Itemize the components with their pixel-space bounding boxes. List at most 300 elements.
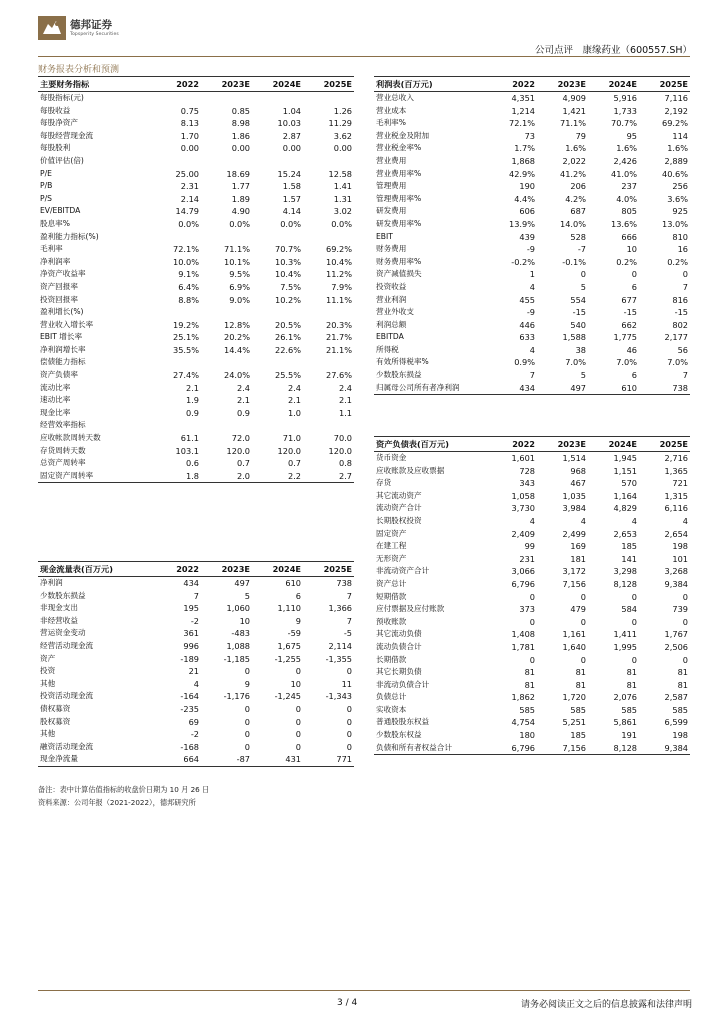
cell-value: 373 <box>519 604 535 615</box>
cell-value: -2 <box>190 615 199 626</box>
report-info: 公司点评 康缘药业（600557.SH） <box>535 45 692 56</box>
cell-value: 0 <box>682 591 688 602</box>
cell-value: 805 <box>621 206 637 217</box>
table-row <box>38 256 354 269</box>
cell-value: 7,156 <box>537 742 588 755</box>
row-label: 负债和所有者权益合计 <box>374 742 486 755</box>
cell-value <box>252 419 303 432</box>
cell-value: 0.0% <box>331 218 352 229</box>
cell-value: 10 <box>290 678 301 689</box>
cell-value: 20.3% <box>325 319 352 330</box>
cell-value: 610 <box>285 578 301 588</box>
cell-value: 1.58 <box>282 181 301 192</box>
cell-value: 11 <box>341 678 352 689</box>
cell-value: 6,599 <box>664 717 688 728</box>
cell-value: 0 <box>529 654 535 665</box>
table-row <box>374 465 690 478</box>
row-label: 应收账款及应收票据 <box>376 465 445 475</box>
row-label: 资产 <box>40 653 56 663</box>
table-row <box>374 180 690 193</box>
cell-value: 99 <box>524 541 535 552</box>
table-row <box>374 742 690 755</box>
cell-value: 206 <box>570 181 586 192</box>
cell-value: 0 <box>682 616 688 627</box>
cell-value: 3,066 <box>511 566 535 577</box>
cell-value: 0.6 <box>185 458 199 469</box>
cell-value: 585 <box>570 704 586 715</box>
column-header: 2025E <box>303 562 354 577</box>
cell-value: 666 <box>621 231 637 242</box>
cell-value <box>150 231 201 244</box>
cell-value: 69.2% <box>661 118 688 129</box>
row-label: 营业费用 <box>376 155 407 165</box>
cell-value <box>150 306 201 319</box>
cell-value: 4,754 <box>511 717 535 728</box>
cell-value: 0 <box>295 666 301 677</box>
table-row <box>38 130 354 143</box>
cell-value: 103.1 <box>175 445 199 456</box>
cell-value: 0.75 <box>180 105 199 116</box>
table-row <box>38 180 354 193</box>
row-label: 实收资本 <box>376 704 407 714</box>
cell-value: 2,409 <box>511 528 535 539</box>
cell-value: 0.0% <box>280 218 301 229</box>
row-label: 货币资金 <box>376 453 407 462</box>
cell-value: 181 <box>570 553 586 564</box>
cell-value: 5,251 <box>562 717 586 728</box>
cell-value: 81 <box>677 667 688 678</box>
cell-value: 5,916 <box>613 93 637 103</box>
cell-value: 2,499 <box>562 528 586 539</box>
cell-value: 802 <box>672 319 688 330</box>
cell-value: 15.24 <box>277 168 301 179</box>
cell-value: 3.6% <box>667 193 688 204</box>
row-label: 存货 <box>376 478 392 488</box>
cell-value: 0.9 <box>185 407 199 418</box>
cell-value: -9 <box>526 307 535 318</box>
cell-value: 1,640 <box>562 641 586 652</box>
cell-value: 22.6% <box>274 344 301 355</box>
table-row <box>374 654 690 667</box>
income-statement-table <box>374 76 690 395</box>
cell-value: 6 <box>631 281 637 292</box>
row-label: 利润总额 <box>376 319 407 329</box>
cell-value: 4 <box>529 344 535 355</box>
cell-value: 4,909 <box>562 93 586 103</box>
row-label: 其他 <box>40 678 56 688</box>
cell-value: -5 <box>343 628 352 639</box>
cell-value: 1,151 <box>613 465 637 476</box>
cell-value: -87 <box>201 753 252 766</box>
cell-value: 6,116 <box>664 503 688 514</box>
cell-value: 677 <box>621 294 637 305</box>
cell-value: 25.1% <box>172 332 199 343</box>
cell-value: 6 <box>631 370 637 381</box>
cell-value: 0 <box>244 729 250 740</box>
row-label: 在建工程 <box>376 541 407 551</box>
cell-value: 0 <box>580 591 586 602</box>
table-row <box>38 281 354 294</box>
table-row <box>374 356 690 369</box>
cell-value: 739 <box>672 604 688 615</box>
cell-value: 169 <box>570 541 586 552</box>
row-label: 无形资产 <box>376 553 407 563</box>
table-row <box>374 382 690 395</box>
cell-value: 1.1 <box>338 407 352 418</box>
cell-value: 606 <box>519 206 535 217</box>
row-label: 其它长期负债 <box>376 667 422 677</box>
cell-value: 4.90 <box>231 206 250 217</box>
cell-value: 120.0 <box>328 445 352 456</box>
cell-value: 185 <box>621 541 637 552</box>
row-label: 少数股东损益 <box>40 590 86 600</box>
table-row <box>38 331 354 344</box>
cell-value: 5 <box>580 281 586 292</box>
cell-value: 13.6% <box>610 218 637 229</box>
cell-value: 81 <box>677 679 688 690</box>
row-label: 股息率% <box>40 218 70 228</box>
cell-value: 20.2% <box>223 332 250 343</box>
cell-value: 42.9% <box>508 168 535 179</box>
table-row <box>38 231 354 244</box>
cell-value: 1,365 <box>664 465 688 476</box>
table-row <box>374 729 690 742</box>
row-label: 存货周转天数 <box>40 445 86 455</box>
cell-value: 185 <box>570 730 586 741</box>
cell-value: 585 <box>519 704 535 715</box>
cell-value: 16 <box>677 244 688 255</box>
cell-value: 3,268 <box>664 566 688 577</box>
row-label: 管理费用率% <box>376 193 422 203</box>
cell-value: 687 <box>570 206 586 217</box>
cell-value: 1,110 <box>277 603 301 614</box>
cell-value: 10.4% <box>325 256 352 267</box>
row-label: 资产减值损失 <box>376 269 422 279</box>
table-row <box>374 331 690 344</box>
cell-value: 4.4% <box>514 193 535 204</box>
table-row <box>374 679 690 692</box>
cell-value: 18.69 <box>226 168 250 179</box>
cell-value: 8.8% <box>178 294 199 305</box>
cell-value: 1,060 <box>226 603 250 614</box>
cell-value: 141 <box>621 553 637 564</box>
row-label: 每股股利 <box>40 143 71 153</box>
cell-value: 95 <box>626 130 637 141</box>
row-label: 其它流动负债 <box>376 629 422 639</box>
page-header <box>0 0 724 60</box>
cell-value: 10 <box>239 615 250 626</box>
row-label: 财务费用 <box>376 244 407 254</box>
cash-flow-table <box>38 561 354 767</box>
table-row <box>38 294 354 307</box>
table-row <box>38 193 354 206</box>
cell-value: 455 <box>519 294 535 305</box>
cell-value: -15 <box>674 307 688 318</box>
cell-value: 71.1% <box>223 244 250 255</box>
row-label: 每股指标(元) <box>40 93 84 102</box>
table-row <box>38 653 354 666</box>
cell-value: 81 <box>626 679 637 690</box>
table-row <box>374 268 690 281</box>
cell-value: 195 <box>183 603 199 614</box>
cell-value: 9.5% <box>229 269 250 280</box>
cell-value: 81 <box>524 679 535 690</box>
row-label: 固定资产周转率 <box>38 470 150 483</box>
cell-value: 24.0% <box>223 370 250 381</box>
row-label: 其他 <box>40 729 56 739</box>
table-row <box>374 716 690 729</box>
cell-value: 1,781 <box>511 641 535 652</box>
cell-value: 810 <box>672 231 688 242</box>
cell-value: -1,176 <box>223 691 250 702</box>
cell-value: 7.9% <box>331 281 352 292</box>
cell-value: 81 <box>575 679 586 690</box>
table-row <box>38 218 354 231</box>
cell-value <box>201 231 252 244</box>
cell-value: 0 <box>580 269 586 280</box>
cell-value: 1.0 <box>287 407 301 418</box>
row-label: 固定资产 <box>376 528 407 538</box>
cell-value: 7 <box>682 370 688 381</box>
cell-value: 2.4 <box>338 382 352 393</box>
row-label: 所得税 <box>376 344 399 354</box>
cell-value: 2.1 <box>338 395 352 406</box>
table-row <box>374 155 690 168</box>
cell-value: 21.1% <box>325 344 352 355</box>
row-label: 流动比率 <box>40 382 71 392</box>
table-row <box>374 281 690 294</box>
page-number: 3 / 4 <box>337 998 358 1008</box>
cell-value: 21 <box>188 666 199 677</box>
balance-sheet-table <box>374 436 690 755</box>
cell-value: 70.7% <box>274 244 301 255</box>
table-row <box>374 452 690 465</box>
cell-value: 10.1% <box>223 256 250 267</box>
row-label: 投资活动现金流 <box>40 691 94 701</box>
cell-value: 2,022 <box>562 155 586 166</box>
row-label: 资产总计 <box>376 578 407 588</box>
table-row <box>38 665 354 678</box>
cell-value <box>201 356 252 369</box>
column-header: 2023E <box>537 437 588 452</box>
cell-value: 12.8% <box>223 319 250 330</box>
cell-value: 8.98 <box>231 118 250 129</box>
cell-value: 2.14 <box>180 193 199 204</box>
cell-value: 2,654 <box>664 528 688 539</box>
cell-value: 1,411 <box>613 629 637 640</box>
cell-value: 0.00 <box>282 143 301 154</box>
cell-value: 0 <box>295 729 301 740</box>
row-label: EBITDA <box>376 332 404 342</box>
table-row <box>38 640 354 653</box>
cell-value: 0 <box>682 654 688 665</box>
cell-value <box>252 356 303 369</box>
table-header-row <box>374 77 690 92</box>
cell-value: 1.04 <box>282 105 301 116</box>
cell-value: 1,862 <box>511 692 535 703</box>
table-row <box>374 628 690 641</box>
cell-value: 1.6% <box>667 143 688 154</box>
cell-value: 0 <box>346 716 352 727</box>
cell-value: 7.0% <box>667 357 688 368</box>
cell-value: 114 <box>672 130 688 141</box>
cell-value: 81 <box>575 667 586 678</box>
cell-value: 1.7% <box>514 143 535 154</box>
table-row <box>374 603 690 616</box>
cell-value: 9.0% <box>229 294 250 305</box>
cell-value: 4 <box>529 515 535 526</box>
table-row <box>374 92 690 105</box>
cell-value: 69.2% <box>325 244 352 255</box>
row-label: 毛利率% <box>376 118 406 128</box>
cell-value: 71.1% <box>559 118 586 129</box>
cell-value: 1,733 <box>613 105 637 116</box>
cell-value: 35.5% <box>172 344 199 355</box>
table-row <box>374 231 690 244</box>
cell-value <box>252 92 303 105</box>
table-row <box>374 591 690 604</box>
cell-value: 6,796 <box>486 742 537 755</box>
column-header: 2022 <box>486 77 537 92</box>
table-row <box>38 728 354 741</box>
cell-value: 1.6% <box>616 143 637 154</box>
cell-value: 2,587 <box>664 692 688 703</box>
cell-value: 2.4 <box>287 382 301 393</box>
cell-value: 25.5% <box>274 370 301 381</box>
cell-value: 1.57 <box>282 193 301 204</box>
cell-value: 3.62 <box>333 130 352 141</box>
cell-value: 4 <box>682 515 688 526</box>
cell-value: 21.7% <box>325 332 352 343</box>
table-row <box>374 641 690 654</box>
cell-value: 479 <box>570 604 586 615</box>
column-header: 2023E <box>201 77 252 92</box>
cell-value: 2.2 <box>252 470 303 483</box>
cell-value: 2,426 <box>613 155 637 166</box>
table-row <box>38 142 354 155</box>
row-label: 营业总收入 <box>376 93 414 102</box>
cell-value: 1,161 <box>562 629 586 640</box>
cell-value: 0 <box>295 703 301 714</box>
cell-value: 10.3% <box>274 256 301 267</box>
cell-value: 0 <box>346 741 352 752</box>
cell-value: 7.0% <box>565 357 586 368</box>
cell-value: 4 <box>193 678 199 689</box>
cell-value: 1,164 <box>613 490 637 501</box>
row-label: 融资活动现金流 <box>40 741 94 751</box>
row-label: 营业税金率% <box>376 143 422 153</box>
cell-value: 81 <box>626 667 637 678</box>
row-label: 现金净流量 <box>38 753 150 766</box>
cell-value: 1.86 <box>231 130 250 141</box>
column-header: 2025E <box>639 437 690 452</box>
cell-value: 14.79 <box>175 206 199 217</box>
cell-value: 2.1 <box>185 382 199 393</box>
row-label: 营业外收支 <box>376 307 414 317</box>
row-label: 现金比率 <box>40 407 71 417</box>
cell-value: 7 <box>682 281 688 292</box>
row-label: 非现金支出 <box>40 603 78 613</box>
row-label: 有效所得税率% <box>376 357 429 367</box>
row-label: 营业费用率% <box>376 168 422 178</box>
cell-value: -1,343 <box>325 691 352 702</box>
cell-value: 180 <box>519 730 535 741</box>
table-row <box>38 117 354 130</box>
cell-value: 8.13 <box>180 118 199 129</box>
cell-value: 198 <box>672 730 688 741</box>
cell-value: 1.26 <box>333 105 352 116</box>
cell-value: 2,114 <box>328 640 352 651</box>
cell-value: 2,716 <box>664 453 688 463</box>
cell-value: 256 <box>672 181 688 192</box>
cell-value: 0 <box>295 716 301 727</box>
table-row <box>38 457 354 470</box>
cell-value: 1,945 <box>613 453 637 463</box>
data-source-note: 资料来源：公司年报（2021-2022），德邦研究所 <box>38 798 196 807</box>
cell-value: 2,506 <box>664 641 688 652</box>
cell-value: 46 <box>626 344 637 355</box>
cell-value: 434 <box>183 578 199 588</box>
cell-value: 2.1 <box>287 395 301 406</box>
footer-divider <box>38 990 690 991</box>
table-row <box>374 243 690 256</box>
cell-value: 0 <box>580 616 586 627</box>
cell-value: -15 <box>623 307 637 318</box>
table-row <box>374 117 690 130</box>
table-row <box>38 319 354 332</box>
table-row <box>38 168 354 181</box>
column-header: 2022 <box>150 77 201 92</box>
table-row <box>374 168 690 181</box>
table-row <box>38 105 354 118</box>
cell-value: 4.14 <box>282 206 301 217</box>
cell-value: 728 <box>519 465 535 476</box>
cell-value: 25.00 <box>175 168 199 179</box>
table-title: 利润表(百万元) <box>374 77 486 92</box>
cell-value <box>303 356 354 369</box>
cell-value: 570 <box>621 478 637 489</box>
table-row <box>38 741 354 754</box>
cell-value <box>150 419 201 432</box>
cell-value: 7 <box>193 590 199 601</box>
column-header: 2024E <box>588 437 639 452</box>
row-label: 非流动资产合计 <box>376 566 430 576</box>
cell-value: 41.2% <box>559 168 586 179</box>
row-label: 投资回报率 <box>40 294 78 304</box>
cell-value: 6.4% <box>178 281 199 292</box>
cell-value: 771 <box>303 753 354 766</box>
row-label: 财务费用率% <box>376 256 422 266</box>
cell-value: 0 <box>631 654 637 665</box>
cell-value: 2,889 <box>664 155 688 166</box>
row-label: 净资产收益率 <box>40 269 86 279</box>
table-row <box>374 319 690 332</box>
cell-value: 1,408 <box>511 629 535 640</box>
row-label: 短期借款 <box>376 591 407 601</box>
cell-value: 0.0% <box>178 218 199 229</box>
cell-value: 27.4% <box>172 370 199 381</box>
cell-value: 70.0 <box>333 433 352 444</box>
row-label: 应付票据及应付账款 <box>376 604 445 614</box>
cell-value <box>303 92 354 105</box>
cell-value: 554 <box>570 294 586 305</box>
cell-value: 71.0 <box>282 433 301 444</box>
cell-value: 26.1% <box>274 332 301 343</box>
brand-name-en: Topsperity Securities <box>70 32 119 37</box>
table-row <box>374 130 690 143</box>
cell-value: 7,116 <box>664 93 688 103</box>
cell-value: 3,730 <box>511 503 535 514</box>
